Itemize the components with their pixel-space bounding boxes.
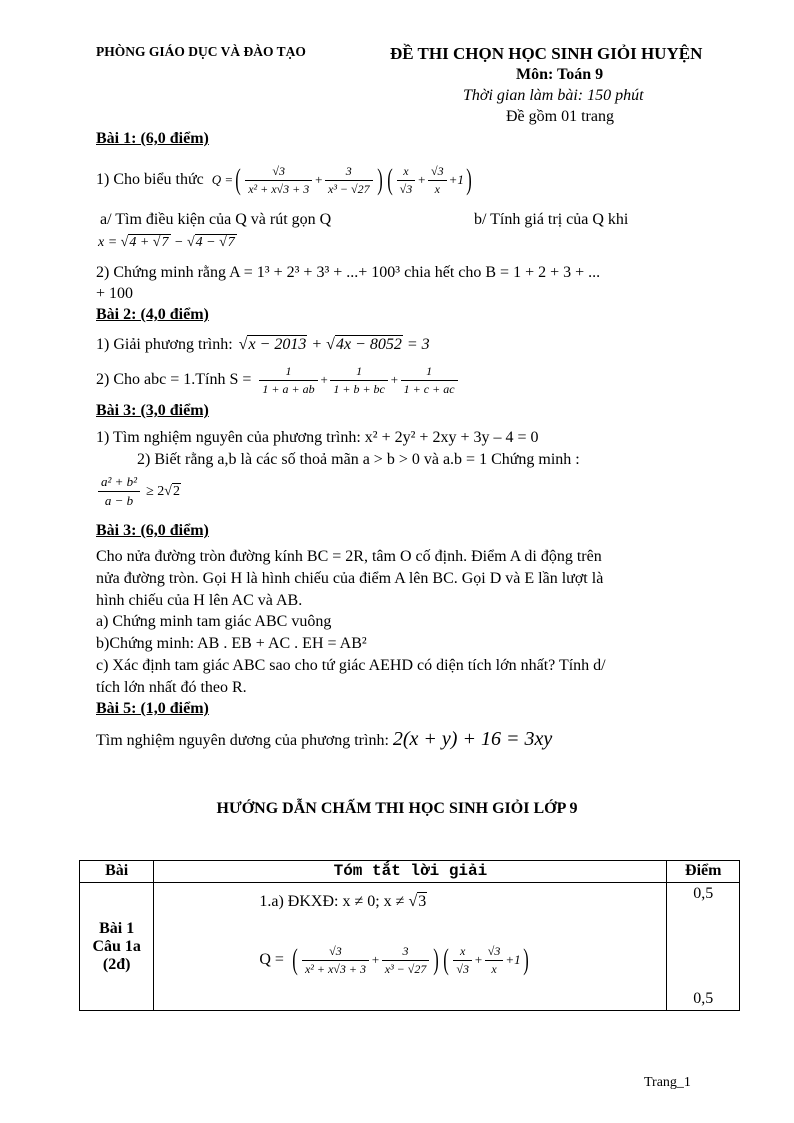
header-cell: Tóm tắt lời giải <box>154 861 667 883</box>
bai3b-line: hình chiếu của H lên AC và AB. <box>96 592 303 609</box>
bai3b-line: a) Chứng minh tam giác ABC vuông <box>96 613 332 630</box>
bai1-heading: Bài 1: (6,0 điểm) <box>96 130 209 147</box>
s-expression: $\frac{1}{1 + a + ab}$ + $\frac{1}{1 + b + bc}$ + $\frac{1}{1 + c + ac}$ <box>257 364 459 397</box>
bai2-q2 <box>96 360 460 400</box>
row-label-line: (2đ) <box>102 955 131 973</box>
exam-title: ĐỀ THI CHỌN HỌC SINH GIỎI HUYỆN <box>390 44 703 63</box>
table-header-row <box>80 861 740 883</box>
bai3a-q1: 1) Tìm nghiệm nguyên của phương trình: x² + 2y² + 2xy + 3y – 4 = 0 <box>96 429 539 446</box>
q-line <box>259 943 530 977</box>
bai3b-line: b)Chứng minh: AB . EB + AC . EH = AB² <box>96 635 367 652</box>
header-cell: Bài <box>80 861 154 883</box>
exam-subject: Môn: Toán 9 <box>516 66 604 83</box>
row-label-line: Câu 1a <box>92 937 141 955</box>
bai1-q2-line1: 2) Chứng minh rằng A = 1³ + 2³ + 3³ + ...+ 100³ chia hết cho B = 1 + 2 + 3 + ... <box>96 264 601 281</box>
bai5-question <box>96 728 552 751</box>
bai1-q1-prefix: 1) Cho biểu thức <box>96 171 204 188</box>
bai2-q2-label: 2) Cho abc = 1.Tính S = <box>96 371 252 388</box>
bai1-q1 <box>96 160 474 200</box>
exam-time: Thời gian làm bài: 150 phút <box>463 87 644 104</box>
dkxd-root: √3 <box>408 893 427 910</box>
q-expression-solution: ( $\frac{√3}{\text{x² + x√3 + 3}}$ + $\frac{3}{\text{x³ − √27}}$ ) ( $\frac{x}{√3}$ + $\frac{√3}{x}$ +1 ) <box>292 943 529 976</box>
table-row <box>80 883 740 1011</box>
score-value: 0,5 <box>693 990 714 1007</box>
row-label-line: Bài 1 <box>99 919 135 937</box>
bai5-heading: Bài 5: (1,0 điểm) <box>96 700 209 717</box>
row-label <box>80 883 154 1011</box>
x-value-expression: x = √4 + √7 − √4 − √7 <box>98 235 235 250</box>
bai1-q2-line2: + 100 <box>96 285 134 302</box>
q-prefix: Q = <box>259 951 284 968</box>
solution-cell <box>154 883 667 1011</box>
q-expression: Q = ( $\frac{√3}{\text{x² + x√3 + 3}}$ + $\frac{3}{\text{x³ − √27}}$ ) ( $\frac{x}{√3}$ + $\frac{√3}{x}$ +1 ) <box>211 163 472 196</box>
bai3a-heading: Bài 3: (3,0 điểm) <box>96 402 209 419</box>
bai3a-q2: 2) Biết rằng a,b là các số thoả mãn a > b > 0 và a.b = 1 Chứng minh : <box>137 451 580 468</box>
bai3b-line: tích lớn nhất đó theo R. <box>96 679 247 696</box>
bai5-q: Tìm nghiệm nguyên dương của phương trình: <box>96 732 389 749</box>
bai2-equation: √x − 2013 + √4x − 8052 = 3 <box>238 336 430 353</box>
score-value: 0,5 <box>693 885 714 902</box>
bai3b-line: nửa đường tròn. Gọi H là hình chiếu của điểm A lên BC. Gọi D và E lần lượt là <box>96 570 604 587</box>
bai3b-heading: Bài 3: (6,0 điểm) <box>96 522 209 539</box>
header-cell: Điểm <box>667 861 740 883</box>
dkxd-line <box>259 893 427 911</box>
bai2-q1 <box>96 336 430 354</box>
score-cell <box>667 883 740 1011</box>
bai1-q1a: a/ Tìm điều kiện của Q và rút gọn Q <box>100 211 332 228</box>
bai3b-line: Cho nửa đường tròn đường kính BC = 2R, tâm O cố định. Điểm A di động trên <box>96 548 602 565</box>
inequality-expression: $\frac{\text{a² + b²}}{a - b}$ ≥ 2√2 <box>96 474 181 509</box>
exam-pages: Đề gồm 01 trang <box>506 108 614 125</box>
bai3b-line: c) Xác định tam giác ABC sao cho tứ giác AEHD có diện tích lớn nhất? Tính d/ <box>96 657 606 674</box>
department-name: PHÒNG GIÁO DỤC VÀ ĐÀO TẠO <box>96 44 306 59</box>
bai1-q1b: b/ Tính giá trị của Q khi <box>474 211 629 228</box>
page-footer: Trang_1 <box>644 1075 691 1090</box>
grading-table <box>79 860 740 1011</box>
dkxd-text: 1.a) ĐKXĐ: x ≠ 0; x ≠ <box>259 893 405 910</box>
bai2-heading: Bài 2: (4,0 điểm) <box>96 306 209 323</box>
bai5-equation: 2(x + y) + 16 = 3xy <box>392 728 553 750</box>
guide-title: HƯỚNG DẪN CHẤM THI HỌC SINH GIỎI LỚP 9 <box>216 800 578 817</box>
bai2-q1-label: 1) Giải phương trình: <box>96 336 233 353</box>
